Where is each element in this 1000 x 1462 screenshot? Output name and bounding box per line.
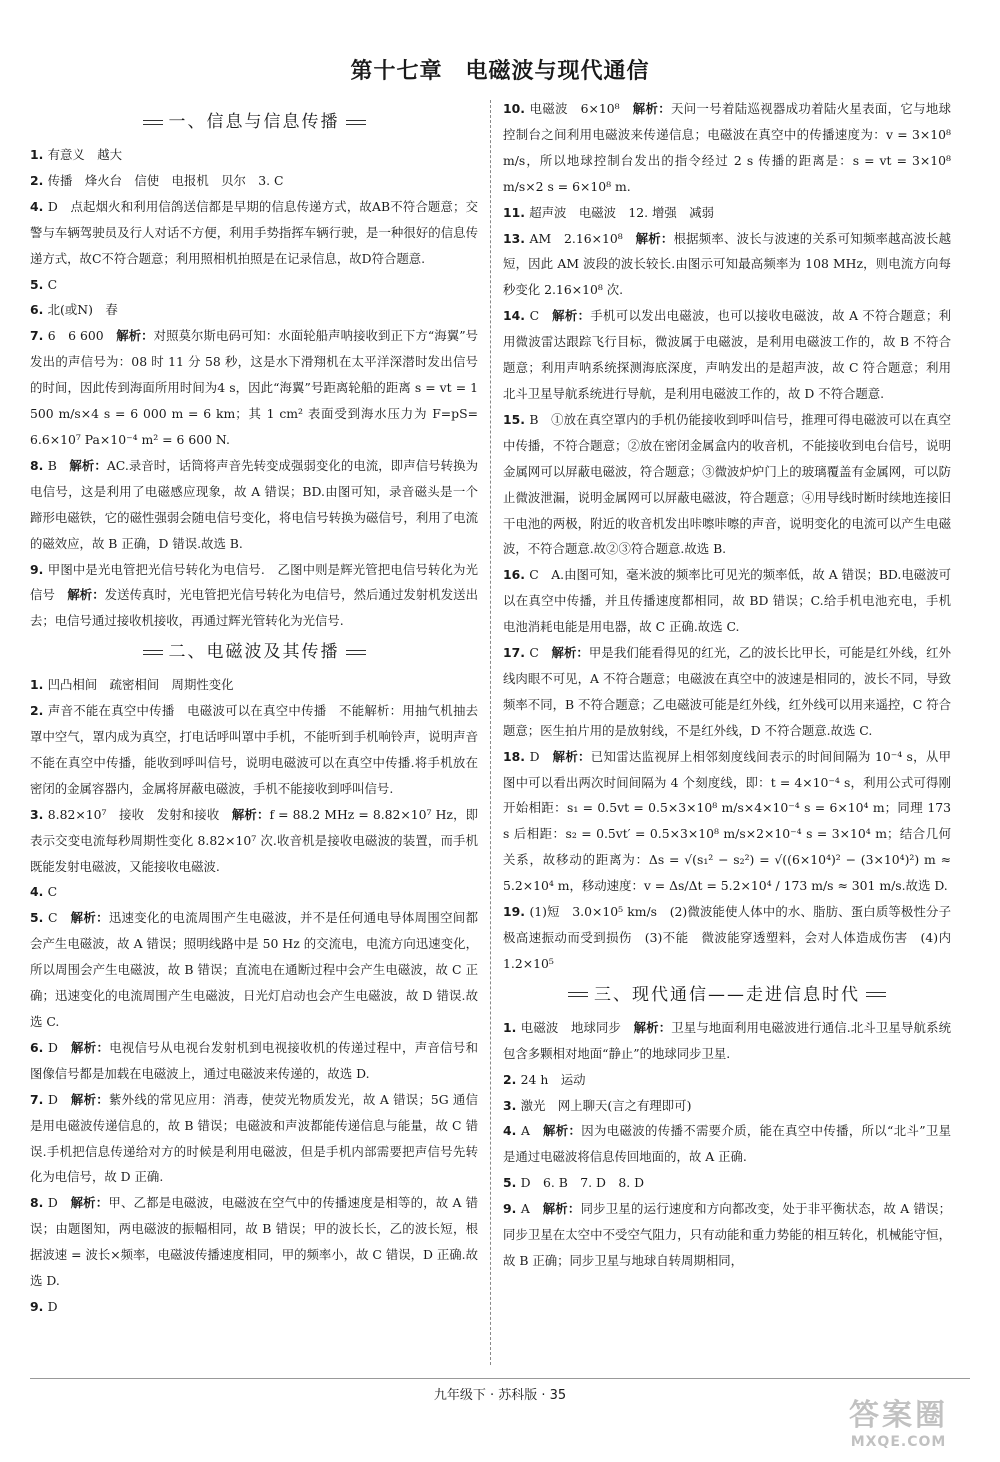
answer-item	[30, 1294, 478, 1320]
analysis-text: 甲是我们能看得见的红光，乙的波长比甲长，可能是红外线，红外线肉眼不可见，A 不符合题意；电磁波在真空中的波速是相同的，波长不同，导致频率不同，B 不符合题意；乙电磁波可能是红外线，红外线可以用来遥控，C 符合题意；医生拍片用的是放射线，不是红外线，D 不符合题意.故选 C.	[503, 645, 952, 738]
analysis-text: 因为电磁波的传播不需要介质，能在真空中传播，所以“北斗”卫星是通过电磁波将信息传回地面的，故 A 正确.	[503, 1123, 952, 1165]
answer-item	[503, 200, 951, 226]
analysis-label: 解析：	[70, 1091, 109, 1107]
answer-text: 电磁波 地球同步	[520, 1019, 634, 1035]
answer-text: C A.由图可知，毫米波的频率比可见光的频率低，故 A 错误；BD.电磁波可以在真空中传播，并且传播速度都相同，故 BD 错误；C.给手机电池充电，手机电池消耗电能是用电器，故 C 正确.故选 C.	[503, 567, 952, 635]
answer-text: C	[48, 910, 71, 926]
analysis-text: 同步卫星的运行速度和方向都改变，处于非平衡状态，故 A 错误；同步卫星在太空中不受空气阻力，只有动能和重力势能的相互转化，机械能守恒，故 B 正确；同步卫星与地球自转周期相同，	[503, 1201, 952, 1268]
answer-item	[503, 1067, 951, 1093]
answer-number: 9.	[30, 561, 48, 577]
answer-text: D 点起烟火和利用信鸽送信都是早期的信息传递方式，故AB不符合题意；交警与车辆驾驶员及行人对话不方便，利用手势指挥车辆行驶，是一种很好的信息传递方式，故C不符合题意；利用照相机拍照是在记录信息，故D符合题意.	[30, 198, 478, 266]
answer-text: 6 6 600	[47, 328, 117, 344]
answer-text: D	[47, 1195, 71, 1211]
answer-number: 4.	[30, 884, 48, 900]
title-bar-left	[568, 992, 588, 997]
analysis-text: 已知雷达监视屏上相邻刻度线间表示的时间间隔为 10⁻⁴ s，从甲图中可以看出两次时间间隔为 4 个刻度线，即：t = 4×10⁻⁴ s，利用公式可得刚开始相距：s₁ = 0.5vt = 0.5×3×10⁸ m/s×4×10⁻⁴ s = 6×10⁴ m；同理 173 s 后相距：s₂ = 0.5vt′ = 0.5×3×10⁸ m/s×2×10⁻⁴ s = 3×10⁴ m；结合几何关系，故移动的距离为：Δs = √(s₁² − s₂²) = √((6×10⁴)² − (3×10⁴)²) m ≈ 5.2×10⁴ m，移动速度：v = Δs/Δt = 5.2×10⁴ / 173 m/s ≈ 301 m/s.故选 D.	[503, 748, 952, 894]
answer-text: AM 2.16×10⁸	[529, 230, 636, 246]
answer-text: 8.82×10⁷ 接收 发射和接收	[47, 806, 232, 822]
analysis-text: 天问一号着陆巡视器成功着陆火星表面，它与地球控制台之间利用电磁波来传递信息；电磁波在真空中的传播速度为：v = 3×10⁸ m/s，所以地球控制台发出的指令经过 2 s 传播的距离是：s = vt = 3×10⁸ m/s×2 s = 6×10⁸ m.	[503, 101, 952, 194]
title-bar-left	[143, 120, 163, 125]
answer-text: 传播 烽火台 信使 电报机 贝尔 3. C	[47, 172, 284, 188]
answer-item	[503, 407, 951, 562]
answer-item	[30, 905, 478, 1035]
answer-text: C	[529, 645, 552, 661]
analysis-label: 解析：	[116, 328, 154, 344]
answer-text: 声音不能在真空中传播 电磁波可以在真空中传播 不能	[47, 703, 365, 719]
answer-text: 凹凸相间 疏密相间 周期性变化	[47, 677, 234, 693]
answer-item	[503, 1093, 951, 1119]
analysis-text: f = 88.2 MHz = 8.82×10⁷ Hz，即表示交变电流每秒周期性变化 8.82×10⁷ 次.收音机是接收电磁波的装置，而手机既能发射电磁波，又能接收电磁波.	[30, 806, 478, 874]
answer-text: D 6. B 7. D 8. D	[520, 1175, 645, 1191]
answer-item	[503, 226, 951, 304]
analysis-text: 电视信号从电视台发射机到电视接收机的传递过程中，声音信号和图像信号都是加载在电磁波上，通过电磁波来传递的，故选 D.	[30, 1039, 479, 1081]
answer-item	[30, 168, 478, 194]
section-title-3: 三、现代通信——走进信息时代	[503, 981, 951, 1009]
answer-item	[30, 1087, 478, 1191]
answer-number: 6.	[30, 1039, 48, 1055]
answer-number: 15.	[503, 411, 530, 427]
answer-item	[503, 96, 951, 200]
answer-text: B	[47, 457, 70, 473]
answer-item	[503, 562, 951, 640]
answer-item	[503, 899, 964, 977]
answer-text: C	[529, 308, 553, 324]
answer-number: 2.	[30, 172, 48, 188]
answer-number: 13.	[503, 230, 530, 246]
answer-number: 19.	[503, 904, 530, 920]
analysis-label: 解析：	[543, 1123, 582, 1139]
answer-number: 8.	[30, 1195, 48, 1211]
analysis-text: 紫外线的常见应用：消毒，使荧光物质发光，故 A 错误；5G 通信是用电磁波传递信息的，故 B 错误；电磁波和声波都能传递信息与能量，故 C 错误.手机把信息传递给对方的时候是利用电磁波，但是手机内部需要把声信号先转化为电信号，故 D 正确.	[30, 1091, 478, 1185]
analysis-label: 解析：	[71, 1039, 110, 1055]
analysis-label: 解析：	[551, 645, 589, 661]
answer-number: 8.	[30, 457, 48, 473]
title-bar-right	[866, 992, 886, 997]
analysis-text: 根据频率、波长与波速的关系可知频率越高波长越短，因此 AM 波段的波长较长.由图示可知最高频率为 108 MHz，则电流方向每秒变化 2.16×10⁸ 次.	[503, 230, 952, 298]
answer-text: D	[47, 1039, 71, 1055]
answer-text: 有意义 越大	[47, 147, 122, 162]
analysis-text: 解析：用抽气机抽去罩中空气，罩内成为真空，打电话呼叫罩中手机，不能听到手机响铃声，说明声音不能在真空中传播，能收到呼叫信号，说明电磁波可以在真空中传播.将手机放在密闭的金属容器内，金属将屏蔽电磁波，手机不能接收到呼叫信号.	[30, 703, 479, 796]
answer-number: 10.	[503, 101, 530, 116]
analysis-label: 解析：	[231, 806, 270, 822]
answer-number: 5.	[30, 276, 48, 292]
analysis-label: 解析：	[70, 1195, 109, 1211]
analysis-text: 发送传真时，光电管把光信号转化为电信号，然后通过发射机发送出去；电信号通过接收机接收，再通过辉光管转化为光信号.	[30, 587, 479, 629]
answer-item	[30, 557, 478, 635]
answer-item	[30, 1190, 478, 1294]
answer-number: 4.	[503, 1123, 521, 1139]
answer-item	[503, 640, 951, 744]
analysis-text: 迅速变化的电流周围产生电磁波，并不是任何通电导体周围空间都会产生电磁波，故 A 错误；照明线路中是 50 Hz 的交流电，电流方向迅速变化，所以周围会产生电磁波，故 B 错误；直流电在通断过程中会产生电磁波，故 C 正确；迅速变化的电流周围产生电磁波，日光灯启动也会产生电磁波，故 D 错误.故选 C.	[30, 910, 478, 1029]
analysis-text: AC.录音时，话筒将声音先转变成强弱变化的电流，即声信号转换为电信号，这是利用了电磁感应现象，故 A 错误；BD.由图可知，录音磁头是一个蹄形电磁铁，它的磁性强弱会随电信号变化，将电信号转换为磁信号，利用了电流的磁效应，故 B 正确，D 错误.故选 B.	[30, 457, 478, 551]
analysis-text: 手机可以发出电磁波，也可以接收电磁波，故 A 不符合题意；利用微波雷达跟踪飞行目标，微波属于电磁波，是利用电磁波工作的，故 B 不符合题意；利用声呐系统探测海底深度，声呐发出的是超声波，故 C 符合题意；利用北斗卫星导航系统进行导航，是利用电磁波工作的，故 D 不符合题意.	[503, 308, 952, 401]
answer-item	[503, 1196, 951, 1274]
answer-number: 9.	[30, 1298, 48, 1314]
answer-text: 北(或N) 春	[47, 302, 118, 318]
answer-number: 14.	[503, 308, 530, 324]
watermark-logo-text: 答案圈	[849, 1398, 948, 1433]
title-bar-right	[346, 120, 366, 125]
answer-text: D	[47, 1298, 58, 1314]
footer-rule	[30, 1378, 970, 1379]
analysis-label: 解析：	[70, 910, 109, 926]
answer-number: 5.	[503, 1175, 521, 1191]
answer-number: 4.	[30, 198, 48, 214]
answer-item	[30, 323, 478, 453]
watermark-logo	[811, 1398, 986, 1456]
answer-text: (1)短 3.0×10⁵ km/s (2)微波能使人体中的水、脂肪、蛋白质等极性分子极高速振动而受到损伤 (3)不能 微波能穿透塑料，会对人体造成伤害 (4)内 1.2×10⁵	[503, 904, 964, 971]
answer-text: D	[47, 1091, 71, 1107]
answer-number: 5.	[30, 910, 48, 926]
answer-item	[503, 303, 951, 407]
answer-text: B ①放在真空罩内的手机仍能接收到呼叫信号，推理可得电磁波可以在真空中传播，不符合题意；②放在密闭金属盒内的收音机，不能接收到电台信号，说明金属网可以屏蔽电磁波，符合题意；③微波炉炉门上的玻璃覆盖有金属网，可以防止微波泄漏，说明金属网可以屏蔽电磁波，符合题意；④用导线时断时续地连接旧干电池的两极，附近的收音机发出咔嚓咔嚓的声音，说明变化的电流可以产生电磁波，不符合题意.故②③符合题意.故选 B.	[503, 411, 951, 557]
section-title-1: 一、信息与信息传播	[30, 108, 478, 136]
answer-text: A	[521, 1123, 544, 1139]
answer-number: 7.	[30, 1091, 48, 1107]
section-2-answers-continued	[503, 96, 964, 977]
answer-item	[503, 1015, 951, 1067]
answer-number: 16.	[503, 567, 530, 583]
answer-number: 3.	[503, 1097, 521, 1113]
answer-number: 1.	[30, 677, 48, 693]
answer-item	[30, 698, 478, 802]
analysis-label: 解析：	[542, 1201, 581, 1217]
chapter-title: 第十七章 电磁波与现代通信	[350, 59, 650, 84]
right-column	[503, 96, 964, 1274]
answer-item	[30, 297, 478, 323]
section-2-answers	[30, 672, 478, 1320]
section-3-answers	[503, 1015, 951, 1274]
answer-item	[30, 453, 478, 557]
answer-number: 18.	[503, 748, 530, 764]
answer-number: 2.	[30, 703, 48, 719]
answer-text: 甲图中是光电管把光信号转化为电信号. 乙图中则是辉光管把电信号转化为光信号	[30, 561, 478, 603]
analysis-text: 卫星与地面利用电磁波进行通信.北斗卫星导航系统包含多颗相对地面“静止”的地球同步卫星.	[503, 1019, 952, 1061]
answer-number: 2.	[503, 1071, 521, 1087]
answer-text: C	[47, 884, 58, 900]
section-title-2: 二、电磁波及其传播	[30, 638, 478, 666]
answer-item	[30, 672, 478, 698]
answer-item	[30, 142, 478, 168]
answer-number: 17.	[503, 645, 530, 661]
answer-text: 激光 网上聊天(言之有理即可)	[520, 1097, 692, 1113]
answer-number: 3.	[30, 806, 48, 822]
title-bar-right	[346, 650, 366, 655]
answer-text: 超声波 电磁波 12. 增强 减弱	[529, 204, 714, 220]
answer-text: C	[47, 276, 58, 292]
analysis-label: 解析：	[552, 308, 591, 324]
analysis-label: 解析：	[635, 230, 674, 246]
answer-text: D	[529, 748, 553, 764]
section-1-answers	[30, 142, 478, 634]
left-column	[30, 104, 478, 1320]
analysis-label: 解析：	[633, 1019, 672, 1035]
column-divider	[490, 100, 491, 1365]
analysis-text: 甲、乙都是电磁波，电磁波在空气中的传播速度是相等的，故 A 错误；由题图知，两电磁波的振幅相同，故 B 错误；甲的波长长，乙的波长短，根据波速 = 波长×频率，电磁波传播速度相同，甲的频率小，故 C 错误，D 正确.故选 D.	[30, 1195, 479, 1289]
answer-item	[30, 802, 478, 880]
answer-text: 电磁波 6×10⁸	[529, 101, 633, 116]
answer-number: 9.	[503, 1201, 521, 1217]
title-bar-left	[143, 650, 163, 655]
answer-number: 11.	[503, 204, 530, 220]
answer-text: A	[520, 1201, 543, 1217]
answer-number: 1.	[503, 1019, 521, 1035]
answer-number: 6.	[30, 302, 48, 318]
answer-item	[503, 1170, 951, 1196]
answer-item	[30, 194, 478, 272]
page-footer: 九年级下 · 苏科版 · 35	[433, 1388, 567, 1403]
analysis-label: 解析：	[67, 587, 105, 603]
answer-item	[30, 879, 478, 905]
answer-item	[30, 272, 478, 298]
answer-item	[30, 1035, 478, 1087]
answer-item	[503, 744, 951, 899]
analysis-label: 解析：	[69, 457, 107, 473]
analysis-label: 解析：	[632, 101, 671, 116]
watermark-url: MXQE.COM	[850, 1434, 947, 1450]
analysis-text: 对照莫尔斯电码可知：水面轮船声呐接收到正下方“海翼”号发出的声信号为：08 时 11 分 58 秒，这是水下滑翔机在太平洋深潜时发出信号的时间，因此传到海面所用时间为4 s，因此“海翼”号距离轮船的距离 s = vt = 1 500 m/s×4 s = 6 000 m = 6 km；其 1 cm² 表面受到海水压力为 F=pS= 6.6×10⁷ Pa×10⁻⁴ m² = 6 600 N.	[30, 328, 479, 447]
analysis-label: 解析：	[552, 748, 591, 764]
answer-number: 1.	[30, 147, 48, 162]
answer-number: 7.	[30, 328, 48, 344]
answer-item	[503, 1118, 951, 1170]
answer-text: 24 h 运动	[520, 1071, 586, 1087]
